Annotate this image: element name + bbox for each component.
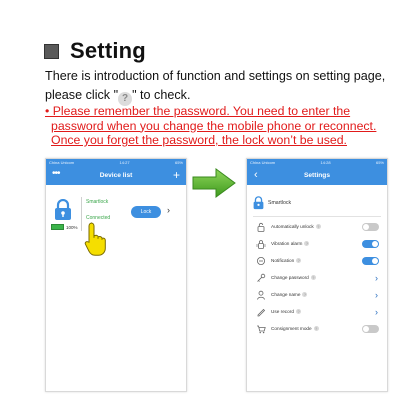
device-item[interactable] (46, 193, 186, 237)
auto-unlock-toggle[interactable] (362, 223, 379, 231)
intro-text-end: " to check. (132, 88, 191, 102)
battery-indicator (51, 224, 78, 230)
pointing-hand-icon (84, 221, 108, 259)
setting-label: Change password (271, 275, 309, 280)
battery-icon (51, 224, 64, 230)
lock-icon (54, 199, 72, 221)
password-warning (45, 104, 395, 148)
carrier-label: China Unicom (49, 160, 75, 165)
status-bar (247, 159, 387, 166)
setting-label: Automatically unlock (271, 224, 314, 229)
lock-header (247, 193, 387, 215)
status-time: 14:27 (119, 160, 130, 165)
battery-status: 65% (375, 160, 384, 165)
pencil-icon (256, 307, 266, 317)
section-heading (44, 38, 146, 64)
setting-row-change-password[interactable] (247, 270, 387, 287)
help-icon[interactable]: ? (305, 241, 309, 246)
page-title: Setting (70, 38, 146, 63)
status-bar (46, 159, 186, 166)
vibration-icon (256, 239, 266, 249)
help-icon[interactable]: ? (317, 224, 320, 229)
setting-row-notification[interactable] (247, 253, 387, 270)
intro-paragraph (45, 67, 395, 106)
setting-label: Vibration alarm (271, 241, 303, 246)
settings-screenshot (246, 158, 388, 392)
help-icon[interactable]: ? (315, 326, 318, 331)
device-list-screenshot (45, 158, 187, 392)
notification-icon (256, 256, 266, 266)
nav-bar (46, 166, 186, 185)
lock-name: Smartlock (268, 200, 292, 206)
nav-bar (247, 166, 387, 185)
setting-label: Change name (271, 292, 301, 297)
lock-icon (253, 196, 264, 210)
vibration-alarm-toggle[interactable] (362, 240, 379, 248)
auto-unlock-icon (256, 222, 266, 232)
screen-title: Device list (99, 172, 133, 179)
setting-label: Use record (271, 309, 294, 314)
more-dots-icon[interactable]: ••• (52, 168, 60, 179)
warning-line: • Please remember the password. You need to enter the (45, 104, 351, 118)
notification-toggle[interactable] (362, 257, 379, 265)
lock-button[interactable]: Lock (131, 206, 161, 218)
setting-row-consignment-mode[interactable] (247, 321, 387, 338)
help-icon[interactable]: ? (297, 309, 300, 314)
warning-line: password when you change the mobile phone or reconnect. (51, 118, 377, 133)
setting-row-auto-unlock[interactable] (247, 219, 387, 236)
chevron-right-icon[interactable]: › (167, 205, 170, 215)
carrier-label: China Unicom (250, 160, 276, 165)
setting-label: Notification (271, 258, 295, 263)
setting-row-use-record[interactable] (247, 304, 387, 321)
screen-title: Settings (303, 172, 330, 179)
cart-icon (256, 324, 266, 334)
connection-status: Connected (86, 215, 111, 221)
setting-row-vibration[interactable] (247, 236, 387, 253)
intro-text-start: There is introduction of function and settings on setting page, please click " (45, 69, 386, 102)
battery-percent: 100% (66, 224, 78, 230)
help-icon[interactable]: ? (303, 292, 307, 297)
back-button[interactable]: ‹ (254, 169, 258, 181)
help-icon: ? (118, 92, 132, 106)
setting-label: Consignment mode (271, 326, 312, 331)
divider (253, 216, 381, 217)
help-icon[interactable]: ? (297, 258, 300, 263)
chevron-right-icon[interactable]: › (375, 307, 378, 317)
divider (81, 197, 82, 231)
right-arrow-icon (192, 168, 236, 198)
chevron-right-icon[interactable]: › (375, 273, 378, 283)
warning-line: Once you forget the password, the lock won’t be used. (51, 133, 347, 147)
consignment-mode-toggle[interactable] (362, 325, 379, 333)
chevron-right-icon[interactable]: › (375, 290, 378, 300)
key-icon (256, 273, 266, 283)
status-time: 14:28 (320, 160, 331, 165)
square-bullet-icon (44, 44, 59, 59)
setting-row-change-name[interactable] (247, 287, 387, 304)
help-icon[interactable]: ? (312, 275, 315, 280)
user-icon (256, 290, 266, 300)
add-device-button[interactable]: + (172, 168, 180, 182)
device-name: Smartlock (86, 199, 109, 205)
battery-status: 65% (174, 160, 183, 165)
